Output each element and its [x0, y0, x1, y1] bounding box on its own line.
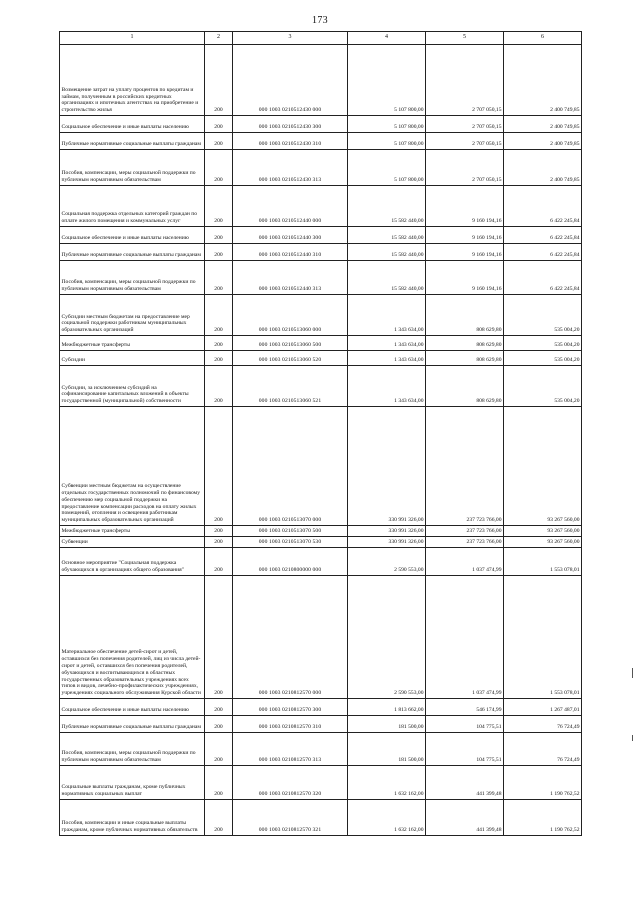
row-value-col6: 535 004,20: [504, 350, 582, 365]
row-name: Субвенции местным бюджетам на осуществление отдельных государственных полномочий по финансовому обеспечению мер социальной поддержки на предоставление компенсации расходов на оплату жилых помещений, отопления и освещения работникам муниципальных образовательных организаций: [60, 406, 205, 525]
table-row: [60, 260, 582, 294]
row-value-col5: 237 723 766,00: [426, 406, 504, 525]
row-value-col6: 2 400 749,85: [504, 149, 582, 185]
row-name: Социальное обеспечение и иные выплаты населению: [60, 226, 205, 243]
table-row: [60, 406, 582, 525]
table-row: [60, 536, 582, 547]
row-value-col5: 1 037 474,99: [426, 547, 504, 575]
row-value-col5: 104 775,51: [426, 715, 504, 732]
row-value-col6: 1 553 078,01: [504, 547, 582, 575]
row-name: Социальные выплаты гражданам, кроме публичных нормативных социальных выплат: [60, 765, 205, 799]
table-row: [60, 44, 582, 115]
row-name: Материальное обеспечение детей-сирот и детей, оставшихся без попечения родителей, лиц из числа детей-сирот и детей, оставшихся без попечения родителей, обучающихся и воспитывающихся в областных государственных образовательных учреждениях всех типов и видов, лечебно-профилактических учреждениях, учреждениях социального обслуживания Курской области: [60, 575, 205, 698]
row-value-col6: 6 422 245,84: [504, 260, 582, 294]
row-kbk-code: 000 1003 0210512440 000: [233, 185, 348, 226]
table-row: [60, 185, 582, 226]
row-value-col4: 15 582 440,00: [348, 226, 426, 243]
table-row: [60, 715, 582, 732]
row-value-col5: 237 723 766,00: [426, 525, 504, 536]
row-value-col6: 6 422 245,84: [504, 185, 582, 226]
column-header: 3: [233, 32, 348, 45]
row-name: Социальное обеспечение и иные выплаты населению: [60, 698, 205, 715]
row-kbk-code: 000 1003 0210512430 310: [233, 132, 348, 149]
row-kbk-code: 000 1003 0210812570 320: [233, 765, 348, 799]
row-code: 200: [205, 350, 233, 365]
row-value-col5: 546 174,99: [426, 698, 504, 715]
row-value-col6: 535 004,20: [504, 294, 582, 335]
scan-mark: [632, 668, 633, 678]
row-code: 200: [205, 185, 233, 226]
table-row: [60, 365, 582, 406]
row-value-col6: 6 422 245,84: [504, 226, 582, 243]
row-kbk-code: 000 1003 0210812570 310: [233, 715, 348, 732]
row-kbk-code: 000 1003 0210512430 313: [233, 149, 348, 185]
row-name: Субсидии: [60, 350, 205, 365]
row-value-col5: 9 160 194,16: [426, 185, 504, 226]
row-value-col6: 6 422 245,84: [504, 243, 582, 260]
row-value-col4: 1 343 634,00: [348, 365, 426, 406]
row-value-col6: 1 190 762,52: [504, 799, 582, 835]
table-body: [60, 44, 582, 835]
table-row: [60, 132, 582, 149]
row-value-col4: 1 343 634,00: [348, 294, 426, 335]
row-kbk-code: 000 1003 0210513070 000: [233, 406, 348, 525]
row-code: 200: [205, 732, 233, 765]
row-code: 200: [205, 132, 233, 149]
row-value-col6: 1 553 078,01: [504, 575, 582, 698]
row-code: 200: [205, 243, 233, 260]
row-value-col6: 93 267 560,00: [504, 525, 582, 536]
table-row: [60, 799, 582, 835]
table-row: [60, 525, 582, 536]
row-code: 200: [205, 406, 233, 525]
row-value-col6: 2 400 749,85: [504, 132, 582, 149]
row-value-col4: 181 500,00: [348, 715, 426, 732]
row-kbk-code: 000 1003 0210512440 300: [233, 226, 348, 243]
row-name: Пособия, компенсации, меры социальной поддержки по публичным нормативным обязательствам: [60, 260, 205, 294]
table-row: [60, 732, 582, 765]
row-value-col5: 808 629,80: [426, 294, 504, 335]
row-value-col4: 15 582 440,00: [348, 243, 426, 260]
row-value-col4: 1 343 634,00: [348, 350, 426, 365]
row-code: 200: [205, 698, 233, 715]
row-value-col6: 93 267 560,00: [504, 406, 582, 525]
row-value-col4: 1 343 634,00: [348, 335, 426, 350]
row-value-col4: 5 107 800,00: [348, 44, 426, 115]
row-kbk-code: 000 1003 0210812570 000: [233, 575, 348, 698]
row-value-col6: 76 724,49: [504, 732, 582, 765]
row-value-col5: 104 775,51: [426, 732, 504, 765]
row-code: 200: [205, 575, 233, 698]
row-name: Пособия, компенсации, меры социальной поддержки по публичным нормативным обязательствам: [60, 732, 205, 765]
row-value-col5: 808 629,80: [426, 335, 504, 350]
row-name: Возмещение затрат на уплату процентов по кредитам и займам, полученным в российских кредитных организациях и ипотечных агентствах на приобретение и строительство жилья: [60, 44, 205, 115]
column-header: 1: [60, 32, 205, 45]
table-row: [60, 575, 582, 698]
row-code: 200: [205, 365, 233, 406]
row-code: 200: [205, 525, 233, 536]
row-kbk-code: 000 1003 0210513060 500: [233, 335, 348, 350]
row-name: Субвенции: [60, 536, 205, 547]
row-value-col5: 441 399,48: [426, 799, 504, 835]
row-kbk-code: 000 1003 0210812570 313: [233, 732, 348, 765]
row-value-col4: 2 590 553,00: [348, 575, 426, 698]
row-value-col6: 76 724,49: [504, 715, 582, 732]
row-name: Социальное обеспечение и иные выплаты населению: [60, 115, 205, 132]
row-value-col5: 237 723 766,00: [426, 536, 504, 547]
budget-table: [59, 31, 582, 836]
row-name: Межбюджетные трансферты: [60, 525, 205, 536]
row-kbk-code: 000 1003 0210513070 530: [233, 536, 348, 547]
row-code: 200: [205, 715, 233, 732]
row-value-col4: 330 991 326,00: [348, 536, 426, 547]
row-value-col6: 1 190 762,52: [504, 765, 582, 799]
row-name: Основное мероприятие "Социальная поддержка обучающихся в организациях общего образования": [60, 547, 205, 575]
row-kbk-code: 000 1003 0210512430 300: [233, 115, 348, 132]
row-value-col4: 1 632 162,00: [348, 765, 426, 799]
row-kbk-code: 000 1003 0210513060 520: [233, 350, 348, 365]
row-value-col4: 181 500,00: [348, 732, 426, 765]
row-name: Субсидии, за исключением субсидий на софинансирование капитальных вложений в объекты государственной (муниципальной) собственности: [60, 365, 205, 406]
row-code: 200: [205, 294, 233, 335]
table-header-row: [60, 32, 582, 45]
page-number: 173: [312, 15, 328, 26]
table-row: [60, 294, 582, 335]
row-value-col5: 9 160 194,16: [426, 243, 504, 260]
row-code: 200: [205, 260, 233, 294]
row-code: 200: [205, 547, 233, 575]
row-kbk-code: 000 1003 0210512440 313: [233, 260, 348, 294]
row-name: Публичные нормативные социальные выплаты гражданам: [60, 715, 205, 732]
row-value-col5: 808 629,80: [426, 365, 504, 406]
row-value-col6: 2 400 749,85: [504, 115, 582, 132]
row-kbk-code: 000 1003 0210513070 500: [233, 525, 348, 536]
row-name: Социальная поддержка отдельных категорий граждан по оплате жилого помещения и коммунальных услуг: [60, 185, 205, 226]
row-value-col4: 5 107 800,00: [348, 132, 426, 149]
table-row: [60, 115, 582, 132]
row-value-col6: 93 267 560,00: [504, 536, 582, 547]
row-value-col6: 535 004,20: [504, 335, 582, 350]
row-value-col4: 330 991 326,00: [348, 406, 426, 525]
table-row: [60, 765, 582, 799]
row-name: Пособия, компенсации и иные социальные выплаты гражданам, кроме публичных нормативных обязательств: [60, 799, 205, 835]
row-kbk-code: 000 1003 0210513060 000: [233, 294, 348, 335]
row-code: 200: [205, 44, 233, 115]
row-value-col4: 5 107 800,00: [348, 115, 426, 132]
row-code: 200: [205, 226, 233, 243]
row-value-col6: 535 004,20: [504, 365, 582, 406]
row-value-col4: 5 107 800,00: [348, 149, 426, 185]
row-name: Публичные нормативные социальные выплаты гражданам: [60, 132, 205, 149]
row-value-col6: 2 400 749,85: [504, 44, 582, 115]
row-code: 200: [205, 149, 233, 185]
row-value-col4: 330 991 326,00: [348, 525, 426, 536]
row-value-col5: 9 160 194,16: [426, 260, 504, 294]
table-row: [60, 149, 582, 185]
row-name: Пособия, компенсации, меры социальной поддержки по публичным нормативным обязательствам: [60, 149, 205, 185]
row-value-col4: 1 813 662,00: [348, 698, 426, 715]
row-value-col5: 2 707 050,15: [426, 132, 504, 149]
table-row: [60, 335, 582, 350]
row-code: 200: [205, 799, 233, 835]
row-value-col6: 1 267 487,01: [504, 698, 582, 715]
row-kbk-code: 000 1003 0210513060 521: [233, 365, 348, 406]
row-kbk-code: 000 1003 0210512440 310: [233, 243, 348, 260]
row-value-col5: 441 399,48: [426, 765, 504, 799]
row-code: 200: [205, 335, 233, 350]
row-value-col5: 2 707 050,15: [426, 44, 504, 115]
row-value-col5: 808 629,80: [426, 350, 504, 365]
row-value-col5: 1 037 474,99: [426, 575, 504, 698]
column-header: 4: [348, 32, 426, 45]
row-name: Публичные нормативные социальные выплаты гражданам: [60, 243, 205, 260]
row-code: 200: [205, 765, 233, 799]
scan-mark: [632, 735, 633, 741]
column-header: 5: [426, 32, 504, 45]
row-code: 200: [205, 536, 233, 547]
row-kbk-code: 000 1003 0210800000 000: [233, 547, 348, 575]
row-value-col5: 2 707 050,15: [426, 115, 504, 132]
row-value-col4: 15 582 440,00: [348, 260, 426, 294]
row-value-col4: 1 632 162,00: [348, 799, 426, 835]
table-row: [60, 243, 582, 260]
row-kbk-code: 000 1003 0210812570 321: [233, 799, 348, 835]
row-value-col4: 2 590 553,00: [348, 547, 426, 575]
table-row: [60, 226, 582, 243]
table-row: [60, 547, 582, 575]
row-name: Субсидии местным бюджетам на предоставление мер социальной поддержки работникам муниципальных образовательных организаций: [60, 294, 205, 335]
row-kbk-code: 000 1003 0210812570 300: [233, 698, 348, 715]
row-name: Межбюджетные трансферты: [60, 335, 205, 350]
column-header: 2: [205, 32, 233, 45]
column-header: 6: [504, 32, 582, 45]
row-value-col5: 2 707 050,15: [426, 149, 504, 185]
table-row: [60, 350, 582, 365]
row-value-col5: 9 160 194,16: [426, 226, 504, 243]
row-kbk-code: 000 1003 0210512430 000: [233, 44, 348, 115]
row-code: 200: [205, 115, 233, 132]
table-row: [60, 698, 582, 715]
row-value-col4: 15 582 440,00: [348, 185, 426, 226]
